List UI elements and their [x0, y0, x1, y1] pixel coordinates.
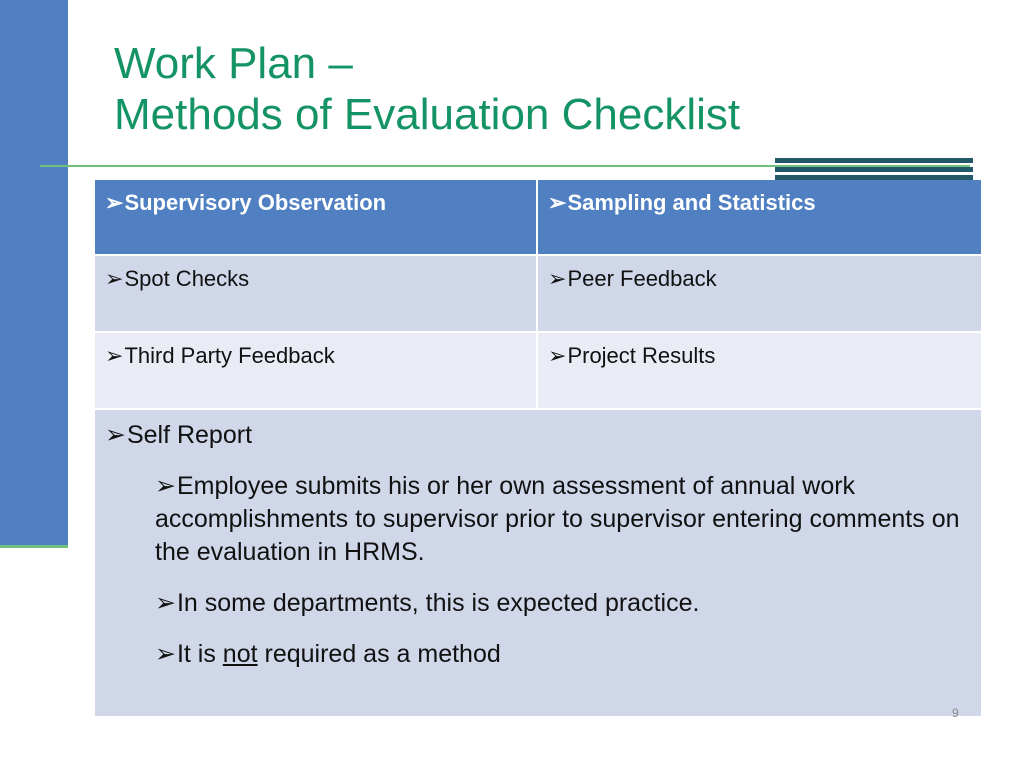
arrow-bullet-icon: ➢ — [105, 266, 124, 291]
point-text-emphasis: not — [222, 640, 258, 668]
table-header-row — [95, 180, 981, 256]
self-report-point-3 — [155, 638, 971, 671]
arrow-bullet-icon: ➢ — [105, 421, 126, 449]
left-accent-underline — [0, 545, 68, 548]
slide-title — [114, 38, 740, 140]
header-label: Sampling and Statistics — [567, 190, 816, 215]
header-cell — [538, 180, 981, 254]
point-text-after: required as a method — [257, 640, 501, 668]
decorative-stripe — [775, 167, 973, 172]
table-cell — [95, 256, 538, 331]
self-report-cell — [95, 410, 981, 716]
arrow-bullet-icon: ➢ — [548, 266, 567, 291]
table-cell — [538, 256, 981, 331]
cell-text: Project Results — [567, 343, 716, 368]
table-row — [95, 333, 981, 410]
page-number: 9 — [952, 706, 959, 720]
header-cell — [95, 180, 538, 254]
arrow-bullet-icon: ➢ — [105, 190, 124, 215]
table-row — [95, 256, 981, 333]
self-report-label: Self Report — [126, 421, 253, 449]
self-report-point-2 — [155, 587, 971, 620]
table-cell — [538, 333, 981, 408]
decorative-stripe — [775, 158, 973, 163]
cell-text: Third Party Feedback — [124, 343, 335, 368]
self-report-point-1 — [155, 470, 971, 569]
arrow-bullet-icon: ➢ — [155, 589, 176, 617]
arrow-bullet-icon: ➢ — [155, 640, 176, 668]
arrow-bullet-icon: ➢ — [548, 343, 567, 368]
arrow-bullet-icon: ➢ — [155, 472, 176, 500]
cell-text: Peer Feedback — [567, 266, 717, 291]
left-accent-bar — [0, 0, 68, 545]
arrow-bullet-icon: ➢ — [105, 343, 124, 368]
self-report-heading — [105, 420, 971, 450]
header-label: Supervisory Observation — [124, 190, 387, 215]
self-report-details — [155, 470, 971, 671]
table-cell — [95, 333, 538, 408]
arrow-bullet-icon: ➢ — [548, 190, 567, 215]
evaluation-methods-table — [95, 180, 981, 716]
title-line-1: Work Plan – — [114, 39, 353, 88]
point-text: In some departments, this is expected practice. — [176, 589, 700, 617]
point-text: Employee submits his or her own assessment of annual work accomplishments to supervisor prior to supervisor entering comments on the evaluation in HRMS. — [155, 472, 960, 566]
title-line-2: Methods of Evaluation Checklist — [114, 90, 741, 139]
point-text-before: It is — [176, 640, 223, 668]
cell-text: Spot Checks — [124, 266, 250, 291]
